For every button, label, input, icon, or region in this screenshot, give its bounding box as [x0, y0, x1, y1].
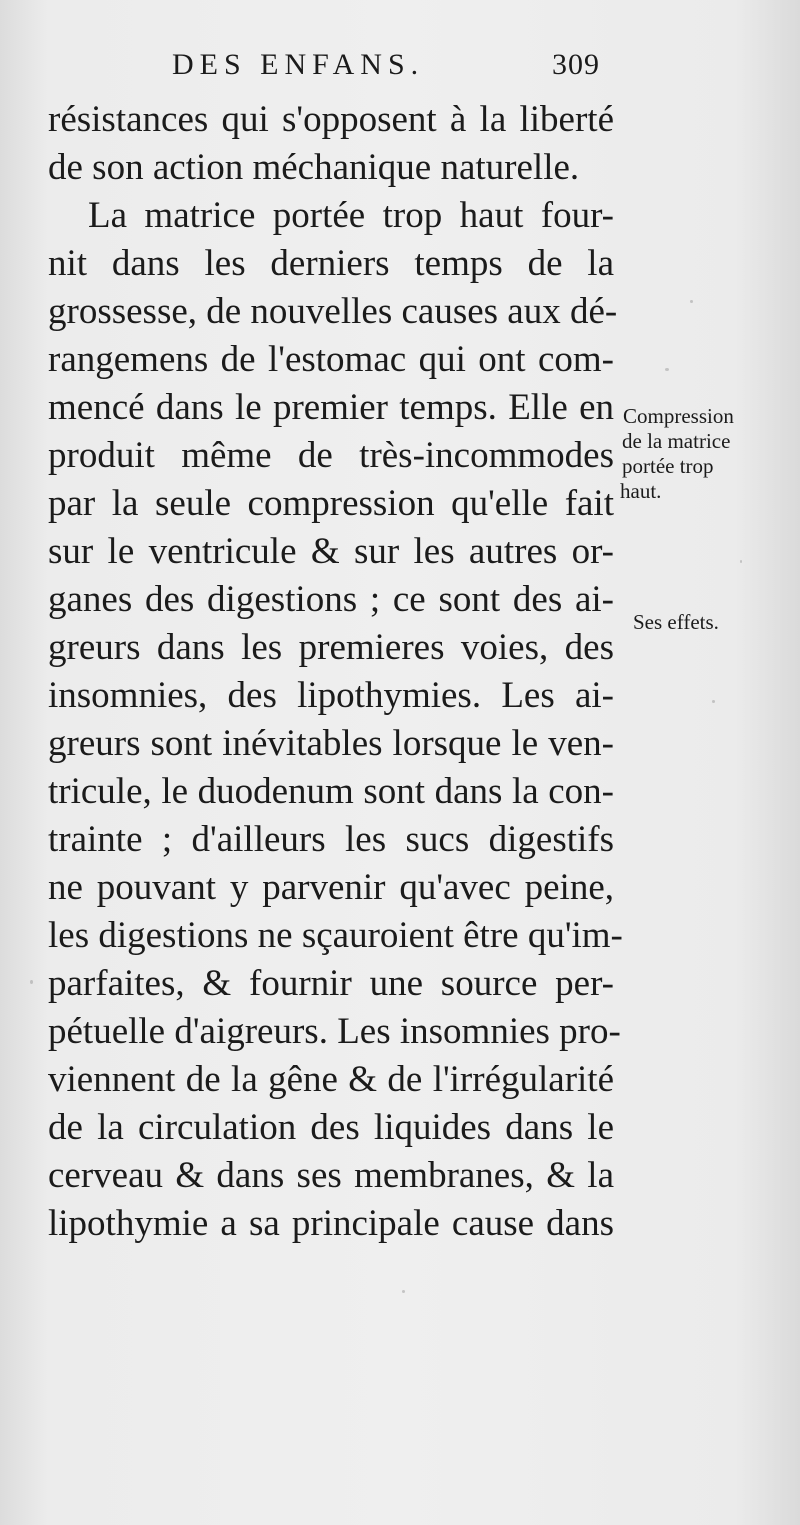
running-head-title: DES ENFANS.	[172, 48, 425, 81]
text-line: ganes des digestions ; ce sont des ai-	[48, 579, 614, 620]
paper-speck	[740, 560, 742, 563]
text-line: produit même de très-incommodes	[48, 435, 614, 476]
paper-speck	[712, 700, 715, 703]
text-line: cerveau & dans ses membranes, & la	[48, 1155, 614, 1196]
margin-note-compression	[620, 404, 790, 504]
paper-speck	[690, 300, 693, 303]
text-line: greurs sont inévitables lorsque le ven-	[48, 723, 614, 764]
margin-note-line: portée trop	[622, 454, 714, 478]
text-line: greurs dans les premieres voies, des	[48, 627, 614, 668]
text-line: tricule, le duodenum sont dans la con-	[48, 771, 614, 812]
text-line: résistances qui s'opposent à la liberté	[48, 99, 614, 140]
text-line: sur le ventricule & sur les autres or-	[48, 531, 614, 572]
paper-speck	[30, 980, 33, 984]
text-line: ne pouvant y parvenir qu'avec peine,	[48, 867, 614, 908]
text-line: les digestions ne sçauroient être qu'im-	[48, 915, 623, 956]
text-line: insomnies, des lipothymies. Les ai-	[48, 675, 614, 716]
text-line: grossesse, de nouvelles causes aux dé-	[48, 291, 618, 332]
paper-speck	[665, 368, 669, 371]
text-line: de la circulation des liquides dans le	[48, 1107, 614, 1148]
body-text	[48, 96, 623, 1248]
text-line: trainte ; d'ailleurs les sucs digestifs	[48, 819, 614, 860]
text-line: nit dans les derniers temps de la	[48, 243, 614, 284]
text-line: par la seule compression qu'elle fait	[48, 483, 614, 524]
text-line: lipothymie a sa principale cause dans	[48, 1203, 614, 1244]
text-line: La matrice portée trop haut four-	[88, 195, 614, 236]
margin-note-line: de la matrice	[622, 429, 731, 453]
text-line: pétuelle d'aigreurs. Les insomnies pro-	[48, 1011, 621, 1052]
running-head	[172, 48, 612, 88]
paper-speck	[402, 1290, 405, 1293]
text-line: viennent de la gêne & de l'irrégularité	[48, 1059, 614, 1100]
margin-note-line: haut.	[620, 479, 662, 503]
margin-note-line: Compression	[623, 404, 734, 428]
page-number: 309	[552, 48, 600, 81]
text-line: parfaites, & fournir une source per-	[48, 963, 614, 1004]
margin-note-effets: Ses effets.	[633, 610, 719, 634]
text-line: de son action méchanique naturelle.	[48, 147, 580, 188]
text-line: mencé dans le premier temps. Elle en	[48, 387, 614, 428]
text-line: rangemens de l'estomac qui ont com-	[48, 339, 614, 380]
